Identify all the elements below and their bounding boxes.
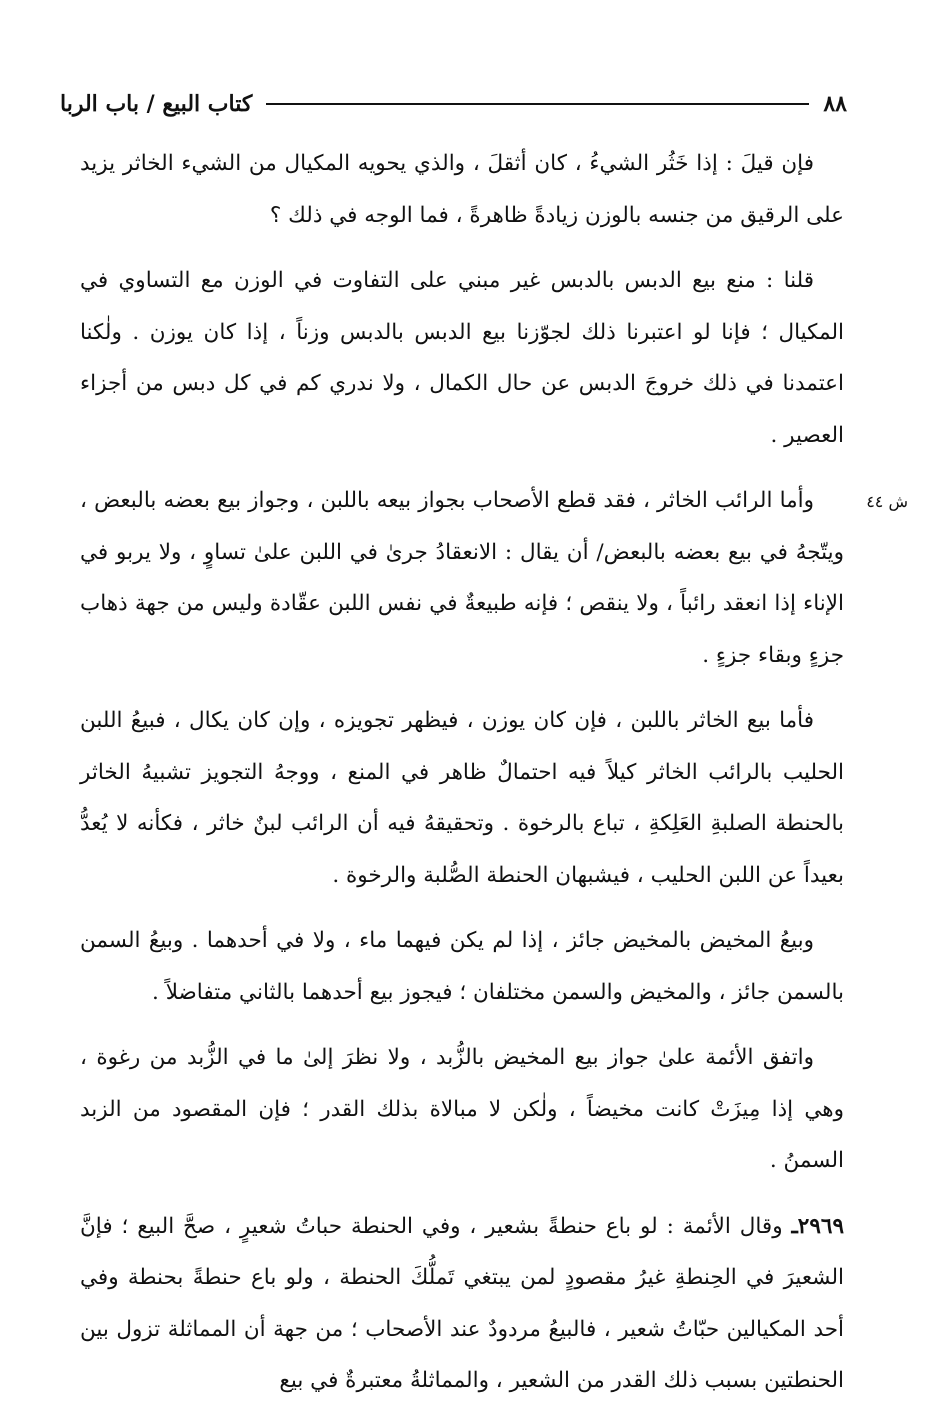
paragraph: وبيعُ المخيض بالمخيض جائز ، إذا لم يكن فيهما ماء ، ولا في أحدهما . وبيعُ السمن بالسمن جائز ، والمخيض والسمن مختلفان ؛ فيجوز بيع أحدهما بالثاني متفاضلاً . [80, 928, 844, 1005]
page-header [60, 80, 847, 128]
page-body [80, 138, 844, 1421]
paragraph: وأما الرائب الخاثر ، فقد قطع الأصحاب بجواز بيعه باللبن ، وجواز بيع بعضه بالبعض ، ويتّجهُ في بيع بعضه بالبعض/ أن يقال : الانعقادُ جرىٰ في اللبن علىٰ تساوٍ ، ولا يربو في الإناء إذا انعقد رائباً ، ولا ينقص ؛ فإنه طبيعةٌ في نفس اللبن عقّادة وليس من جهة ذهاب جزءٍ وبقاء جزءٍ . [80, 488, 844, 668]
running-title: كتاب البيع / باب الربا [60, 91, 253, 117]
header-rule [266, 103, 809, 105]
paragraph: فإن قيلَ : إذا خَثُر الشيءُ ، كان أثقلَ ، والذي يحويه المكيال من الشيء الخاثر يزيد على الرقيق من جنسه بالوزن زيادةً ظاهرةً ، فما الوجه في ذلك ؟ [80, 151, 844, 228]
paragraph: واتفق الأئمة علىٰ جواز بيع المخيض بالزُّبد ، ولا نظرَ إلىٰ ما في الزُّبد من رغوة ، وهي إذا مِيزَتْ كانت مخيضاً ، ولٰكن لا مبالاة بذلك القدر ؛ فإن المقصود من الزبد السمنُ . [80, 1045, 844, 1173]
paragraph: قلنا : منع بيع الدبس بالدبس غير مبني على التفاوت في الوزن مع التساوي في المكيال ؛ فإنا لو اعتبرنا ذلك لجوّزنا بيع الدبس بالدبس وزناً ، إذا كان يوزن . ولٰكنا اعتمدنا في ذلك خروجَ الدبس عن حال الكمال ، ولا ندري كم في كل دبس من أجزاء العصير . [80, 268, 844, 448]
margin-reference: ش ٤٤ [866, 492, 908, 511]
page-number: ٨٨ [823, 91, 847, 117]
paragraph: فأما بيع الخاثر باللبن ، فإن كان يوزن ، فيظهر تجويزه ، وإن كان يكال ، فبيعُ اللبن الحليب بالرائب الخاثر كيلاً فيه احتمالٌ ظاهر في المنع ، ووجهُ التجويز تشبيهُ الخاثر بالحنطة الصلبةِ العَلِكةِ ، تباع بالرخوة . وتحقيقهُ فيه أن الرائب لبنٌ خاثر ، فكأنه لا يُعدُّ بعيداً عن اللبن الحليب ، فيشبهان الحنطة الصُّلبة والرخوة . [80, 708, 844, 888]
numbered-paragraph-text: وقال الأئمة : لو باع حنطةً بشعير ، وفي الحنطة حباتُ شعيرٍ ، صحَّ البيع ؛ فإنَّ الشعيرَ في الحِنطةِ غيرُ مقصودٍ لمن يبتغي تَملُّكَ الحنطة ، ولو باع حنطةً بحنطة وفي أحد المكيالين حبّاتُ شعير ، فالبيعُ مردودٌ عند الأصحاب ؛ من جهة أن المماثلة تزول بين الحنطتين بسبب ذلك القدر من الشعير ، والمماثلةُ معتبرةٌ في بيع [80, 1213, 844, 1393]
paragraph-number: ٢٩٦٩ـ [791, 1213, 844, 1239]
numbered-paragraph [80, 1201, 844, 1407]
